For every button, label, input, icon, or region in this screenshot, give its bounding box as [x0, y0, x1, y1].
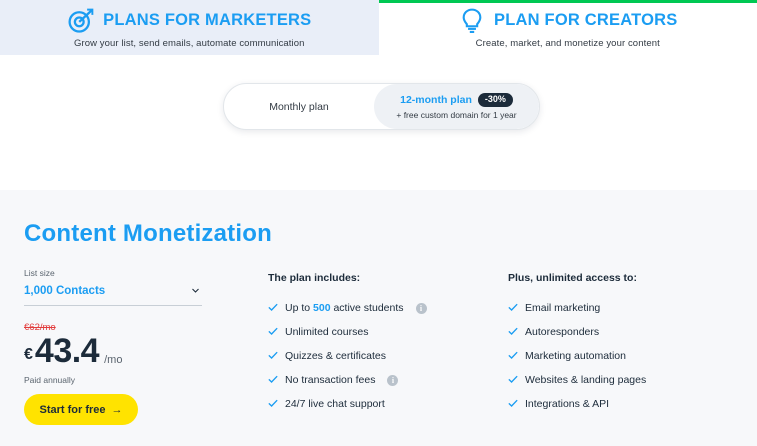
feature-label: Autoresponders: [525, 326, 600, 338]
check-icon: [268, 323, 278, 341]
check-icon: [268, 395, 278, 413]
info-icon[interactable]: i: [416, 303, 427, 314]
plan-includes-column: [268, 272, 488, 416]
plan-price-column: [24, 268, 224, 425]
start-for-free-button[interactable]: [24, 394, 138, 425]
list-item: [508, 368, 738, 392]
lightbulb-icon: [458, 7, 486, 35]
plan-extras-column: [508, 272, 738, 416]
list-item: [508, 296, 738, 320]
check-icon: [508, 371, 518, 389]
feature-label: 24/7 live chat support: [285, 398, 385, 410]
plan-extras-heading: Plus, unlimited access to:: [508, 272, 637, 284]
billing-switch-area: [0, 55, 757, 185]
feature-label: Integrations & API: [525, 398, 610, 410]
list-item: [268, 392, 488, 416]
check-icon: [268, 347, 278, 365]
paid-annually-note: Paid annually: [24, 375, 76, 385]
old-price: €62/mo: [24, 322, 56, 333]
target-icon: [67, 7, 95, 35]
active-tab-indicator: [379, 0, 757, 3]
plan-includes-heading: The plan includes:: [268, 272, 361, 284]
check-icon: [508, 299, 518, 317]
list-size-value: 1,000 Contacts: [24, 285, 106, 297]
chevron-down-icon: [191, 282, 202, 300]
check-icon: [508, 395, 518, 413]
list-size-label: List size: [24, 268, 55, 278]
billing-annual-row: [400, 93, 513, 107]
info-icon[interactable]: i: [387, 375, 398, 386]
list-item: [508, 320, 738, 344]
feature-label: Marketing automation: [525, 350, 626, 362]
billing-period-switch[interactable]: [223, 83, 540, 130]
billing-monthly-label: Monthly plan: [269, 100, 329, 113]
arrow-right-icon: →: [111, 403, 123, 416]
start-for-free-label: Start for free: [39, 403, 106, 416]
plan-details-inner: [0, 190, 757, 446]
feature-label: Unlimited courses: [285, 326, 369, 338]
tab-creators-title: PLAN FOR CREATORS: [494, 11, 678, 29]
list-item: [508, 344, 738, 368]
tab-creators-row: [458, 7, 677, 35]
billing-annual-note: + free custom domain for 1 year: [396, 109, 517, 120]
check-icon: [508, 347, 518, 365]
price-amount: 43.4: [34, 332, 100, 370]
plan-category-tabs: [0, 0, 757, 55]
billing-option-annual[interactable]: [374, 84, 539, 129]
tab-plan-for-creators[interactable]: [379, 0, 757, 55]
current-price: [24, 334, 224, 368]
billing-option-monthly[interactable]: [224, 84, 374, 129]
list-item: [268, 296, 488, 320]
feature-label: Quizzes & certificates: [285, 350, 386, 362]
check-icon: [508, 323, 518, 341]
list-item: [268, 344, 488, 368]
tab-marketers-title: PLANS FOR MARKETERS: [103, 11, 312, 29]
feature-label: Up to 500 active students: [285, 302, 404, 314]
check-icon: [268, 299, 278, 317]
list-item: [268, 320, 488, 344]
feature-label: No transaction fees: [285, 374, 376, 386]
price-period: /mo: [104, 354, 123, 366]
page-scrollbar[interactable]: [751, 0, 757, 446]
feature-label: Email marketing: [525, 302, 601, 314]
discount-badge: -30%: [478, 93, 513, 107]
list-item: [268, 368, 488, 392]
plan-details-panel: [0, 190, 757, 446]
tab-marketers-subtitle: Grow your list, send emails, automate communication: [73, 37, 305, 49]
feature-label: Websites & landing pages: [525, 374, 647, 386]
page-title: Content Monetization: [24, 220, 272, 247]
tab-plans-for-marketers[interactable]: [0, 0, 379, 55]
currency-symbol: €: [24, 346, 33, 364]
list-size-select[interactable]: [24, 282, 202, 306]
tab-marketers-row: [67, 7, 311, 35]
billing-annual-label: 12-month plan: [400, 93, 472, 106]
tab-creators-subtitle: Create, market, and monetize your content: [475, 37, 660, 49]
list-item: [508, 392, 738, 416]
check-icon: [268, 371, 278, 389]
